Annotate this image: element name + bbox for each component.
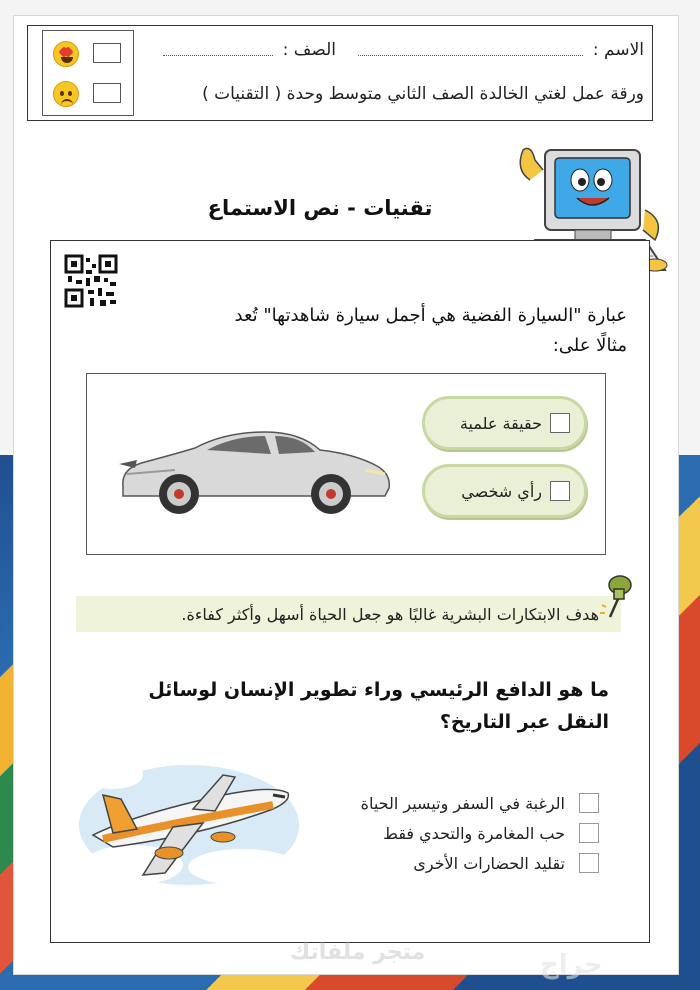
option-label: تقليد الحضارات الأخرى — [413, 853, 565, 873]
option-checkbox[interactable] — [550, 481, 570, 501]
option-label: حقيقة علمية — [459, 413, 542, 433]
option-label: رأي شخصي — [461, 481, 542, 501]
name-label: الاسم : — [592, 40, 644, 60]
question-1-text: عبارة "السيارة الفضية هي أجمل سيارة شاهدتها" تُعد مثالًا على: — [234, 305, 627, 356]
question-2-text: ما هو الدافع الرئيسي وراء تطوير الإنسان لوسائل النقل عبر التاريخ؟ — [148, 679, 609, 733]
push-pin-icon — [596, 573, 636, 623]
name-field[interactable] — [358, 55, 583, 56]
class-field[interactable] — [163, 55, 273, 56]
class-label: الصف : — [282, 40, 336, 60]
question-1-option-opinion[interactable] — [422, 464, 587, 518]
option-label: الرغبة في السفر وتيسير الحياة — [360, 793, 565, 813]
airplane-image — [73, 735, 305, 895]
sad-face-icon — [53, 81, 79, 107]
worksheet-subtitle: ورقة عمل لغتي الخالدة الصف الثاني متوسط وحدة ( التقنيات ) — [202, 84, 644, 104]
section-title: تقنيات - نص الاستماع — [207, 196, 433, 220]
rating-checkbox-happy[interactable] — [93, 43, 121, 63]
self-rating-box — [42, 30, 134, 116]
rating-checkbox-sad[interactable] — [93, 83, 121, 103]
haraj-watermark: حراج — [540, 950, 603, 980]
silver-sports-car-image — [115, 424, 395, 514]
option-label: حب المغامرة والتحدي فقط — [383, 823, 565, 843]
option-checkbox[interactable] — [550, 413, 570, 433]
question-2-option-3[interactable] — [299, 849, 599, 877]
question-1-answer-box — [86, 373, 606, 555]
store-watermark: متجر ملفاتك — [290, 940, 426, 965]
star-eyes-face-icon — [53, 41, 79, 67]
option-checkbox[interactable] — [579, 793, 599, 813]
question-2-option-2[interactable] — [299, 819, 599, 847]
hint-bar — [76, 596, 621, 632]
option-checkbox[interactable] — [579, 853, 599, 873]
question-1-option-fact[interactable] — [422, 396, 587, 450]
question-2-option-1[interactable] — [299, 789, 599, 817]
qr-code-icon — [64, 254, 118, 308]
hint-text: هدف الابتكارات البشرية غالبًا هو جعل الحياة أسهل وأكثر كفاءة. — [181, 604, 599, 624]
questions-box — [50, 240, 650, 943]
worksheet-header — [27, 25, 653, 121]
option-checkbox[interactable] — [579, 823, 599, 843]
